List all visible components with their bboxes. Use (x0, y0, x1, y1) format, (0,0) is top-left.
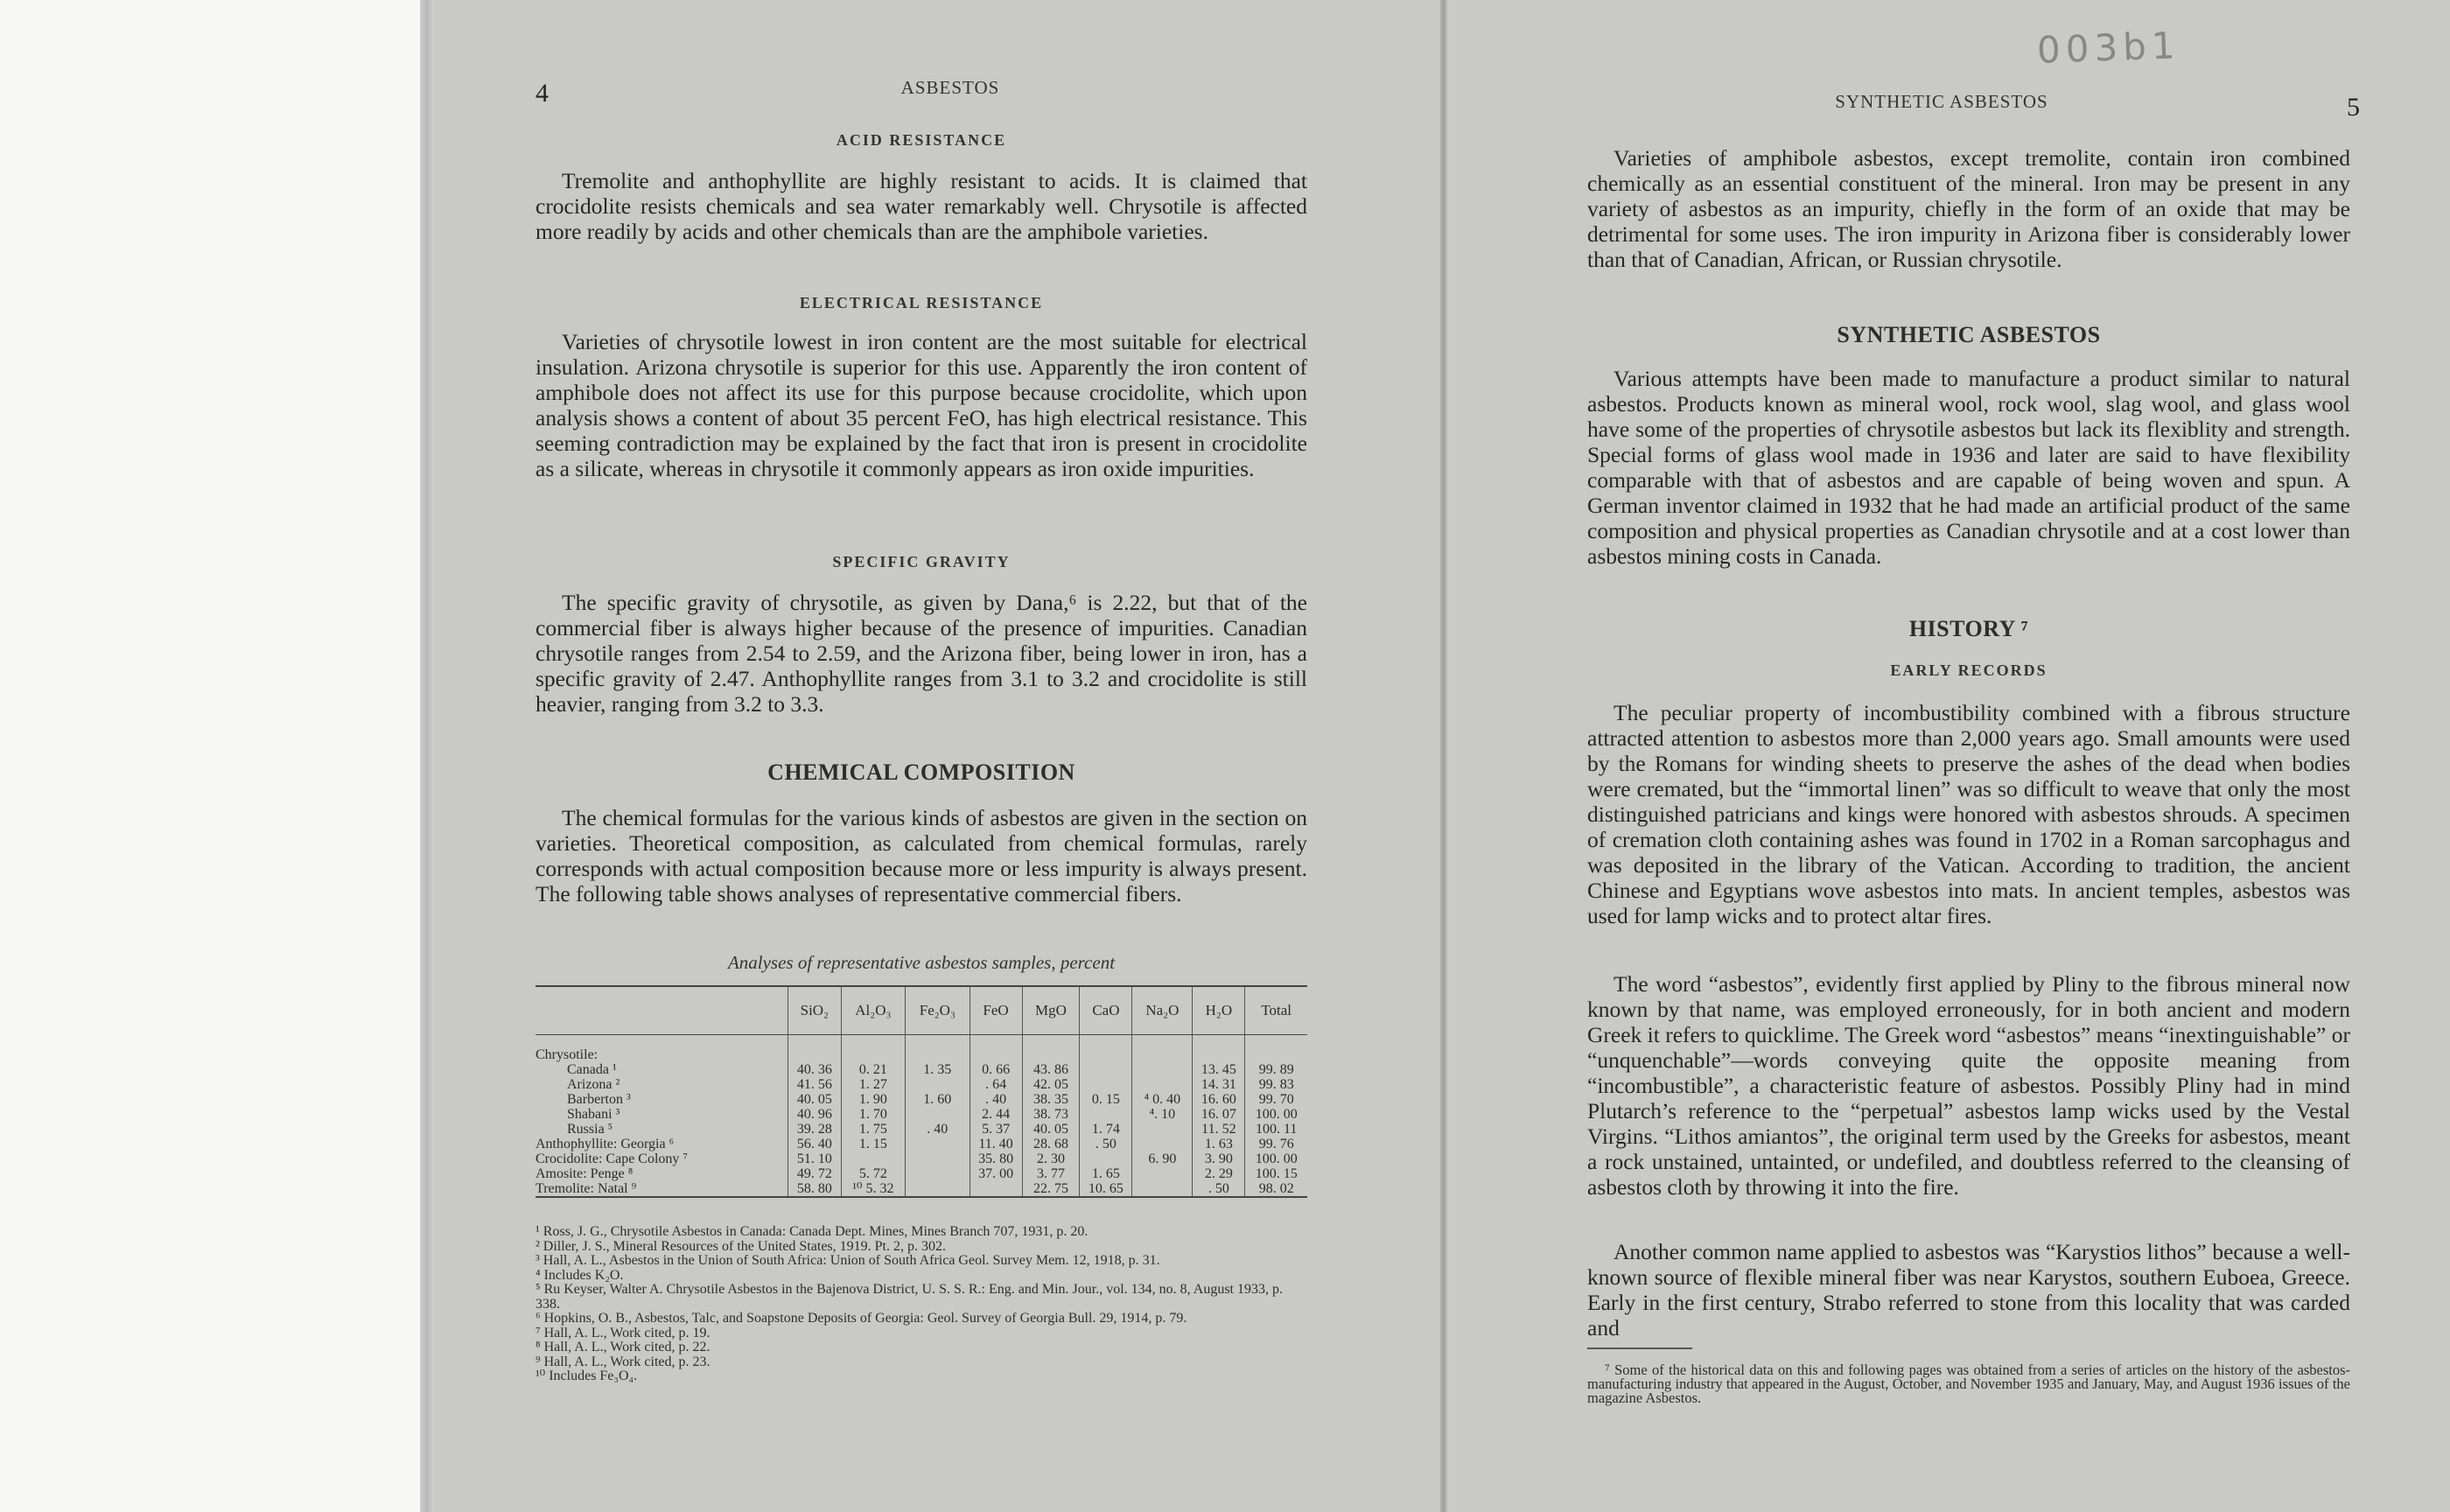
heading-electrical-resistance: ELECTRICAL RESISTANCE (799, 294, 1044, 312)
table-cell: 42. 05 (1022, 1077, 1080, 1092)
table-cell: . 40 (906, 1122, 970, 1137)
table-cell: 28. 68 (1022, 1137, 1080, 1152)
table-cell: 41. 56 (788, 1077, 842, 1092)
table-cell: 1. 90 (841, 1092, 905, 1107)
column-header-mgo: MgO (1022, 986, 1080, 1035)
paragraph-specific-gravity: The specific gravity of chrysotile, as given by Dana,⁶ is 2.22, but that of the commercial fiber is always higher because of the presence of impurities. Canadian chrysotile ranges from 2.54 to 2.59, and the Arizona fiber, being lower in iron, has a specific gravity of 2.47. Anthophyllite ranges from 3.1 to 3.2 and crocidolite is still heavier, ranging from 3.2 to 3.3. (536, 590, 1307, 717)
table-cell (1080, 1152, 1132, 1166)
table-cell (906, 1077, 970, 1092)
right-page (1447, 0, 2450, 1512)
heading-specific-gravity: SPECIFIC GRAVITY (832, 553, 1011, 570)
table-cell: 16. 07 (1193, 1107, 1245, 1122)
sample-name: Tremolite: Natal ⁹ (536, 1181, 788, 1197)
table-cell (1132, 1181, 1193, 1197)
table-cell (1080, 1107, 1132, 1122)
footnote: ⁴ Includes K₂O. (536, 1267, 624, 1283)
table-cell (841, 1152, 905, 1166)
table-cell: 1. 27 (841, 1077, 905, 1092)
footnote: ⁹ Hall, A. L., Work cited, p. 23. (536, 1354, 710, 1369)
paragraph-early-records-2: The word “asbestos”, evidently first applied by Pliny to the fibrous mineral now known by that name, was employed erroneously, for in both ancient and modern Greek it refers to quicklime. The Greek word “asbestos” means “inextinguishable” or “unquenchable”—words conveying quite the opposite meaning from “incombustible”, a characteristic feature of asbestos. Possibly Pliny had in mind Plutarch’s reference to the “perpetual” asbestos lamp wicks used by the Vestal Virgins. “Lithos amiantos”, the original term used by the Greeks for asbestos, meant a rock unstained, untainted, or undefiled, and doubtless referred to the cleansing of asbestos cloth by throwing it into the fire. (1587, 971, 2350, 1200)
table-cell: . 40 (970, 1092, 1022, 1107)
table-cell: 99. 83 (1245, 1077, 1307, 1092)
table-cell: 5. 72 (841, 1166, 905, 1181)
table-cell (906, 1137, 970, 1152)
table-cell: 100. 15 (1245, 1166, 1307, 1181)
table-cell: . 50 (1193, 1181, 1245, 1197)
table-cell: 6. 90 (1132, 1152, 1193, 1166)
table-cell: 35. 80 (970, 1152, 1022, 1166)
table-cell: 58. 80 (788, 1181, 842, 1197)
table-cell: 2. 44 (970, 1107, 1022, 1122)
page-number-right: 5 (2347, 93, 2360, 122)
table-cell: 40. 36 (788, 1062, 842, 1077)
table-cell: 5. 37 (970, 1122, 1022, 1137)
footnote-rule (1587, 1348, 1692, 1349)
table-cell: 38. 35 (1022, 1092, 1080, 1107)
table-cell: 16. 60 (1193, 1092, 1245, 1107)
table-cell: 43. 86 (1022, 1062, 1080, 1077)
table-cell: 99. 76 (1245, 1137, 1307, 1152)
paragraph-iron-content: Varieties of amphibole asbestos, except tremolite, contain iron combined chemically as an essential constituent of the mineral. Iron may be present in any variety of asbestos as an impurity, chiefly in the form of an oxide that may be detrimental for some uses. The iron impurity in Arizona fiber is considerably lower than that of Canadian, African, or Russian chrysotile. (1587, 145, 2350, 272)
table-row (536, 1122, 1307, 1137)
table-cell: 100. 00 (1245, 1152, 1307, 1166)
table-row (536, 1181, 1307, 1197)
footnote: ⁶ Hopkins, O. B., Asbestos, Talc, and Soapstone Deposits of Georgia: Geol. Survey of Georgia Bull. 29, 1914, p. 79. (536, 1311, 1187, 1326)
table-cell: 3. 77 (1022, 1166, 1080, 1181)
footnotes-left (536, 1225, 1307, 1384)
table-cell: 0. 21 (841, 1062, 905, 1077)
footnote: ⁷ Hall, A. L., Work cited, p. 19. (536, 1325, 710, 1340)
sample-name: Canada ¹ (567, 1062, 617, 1077)
group-label-chrysotile: Chrysotile: (536, 1047, 598, 1062)
sample-name: Shabani ³ (567, 1107, 620, 1122)
paragraph-acid-resistance: Tremolite and anthophyllite are highly resistant to acids. It is claimed that crocidolite resists chemicals and sea water remarkably well. Chrysotile is affected more readily by acids and other chemicals than are the amphibole varieties. (536, 168, 1307, 244)
table-cell: 1. 35 (906, 1062, 970, 1077)
table-cell: 1. 63 (1193, 1137, 1245, 1152)
table-cell (906, 1181, 970, 1197)
footnote: ¹ Ross, J. G., Chrysotile Asbestos in Canada: Canada Dept. Mines, Mines Branch 707, 1931, p. 20. (536, 1224, 1088, 1239)
table-cell (1080, 1062, 1132, 1077)
table-cell: ⁴ 0. 40 (1132, 1092, 1193, 1107)
table-cell: 100. 11 (1245, 1122, 1307, 1137)
table-cell: 1. 75 (841, 1122, 905, 1137)
table-cell: 22. 75 (1022, 1181, 1080, 1197)
sample-name: Amosite: Penge ⁸ (536, 1166, 634, 1181)
column-header-h2o: H₂O (1193, 986, 1245, 1035)
table-cell: 98. 02 (1245, 1181, 1307, 1197)
heading-early-records: EARLY RECORDS (1890, 662, 2048, 679)
table-row (536, 1107, 1307, 1122)
table-cell (906, 1152, 970, 1166)
column-header-al2o3: Al₂O₃ (841, 986, 905, 1035)
table-cell (906, 1107, 970, 1122)
table-cell: 37. 00 (970, 1166, 1022, 1181)
left-page (434, 0, 1440, 1512)
table-cell: 0. 15 (1080, 1092, 1132, 1107)
column-header-sample (536, 986, 788, 1035)
table-row (536, 1062, 1307, 1077)
table-row (536, 1152, 1307, 1166)
table-cell: 1. 60 (906, 1092, 970, 1107)
table-cell: 100. 00 (1245, 1107, 1307, 1122)
table-cell (1132, 1122, 1193, 1137)
table-cell: 1. 74 (1080, 1122, 1132, 1137)
footnote: ² Diller, J. S., Mineral Resources of the United States, 1919. Pt. 2, p. 302. (536, 1238, 946, 1254)
table-row (536, 1092, 1307, 1107)
column-header-cao: CaO (1080, 986, 1132, 1035)
sample-name: Crocidolite: Cape Colony ⁷ (536, 1152, 688, 1166)
table-cell (1132, 1077, 1193, 1092)
running-head-right: SYNTHETIC ASBESTOS (1835, 91, 2048, 112)
table-cell (1132, 1137, 1193, 1152)
table-cell: 2. 30 (1022, 1152, 1080, 1166)
table-cell: 39. 28 (788, 1122, 842, 1137)
table-cell: 0. 66 (970, 1062, 1022, 1077)
table-cell (1132, 1166, 1193, 1181)
paragraph-chemical-composition: The chemical formulas for the various kinds of asbestos are given in the section on varieties. Theoretical composition, as calculated from chemical formulas, rarely corresponds with actual composition because more or less impurity is always present. The following table shows analyses of representative commercial fibers. (536, 805, 1307, 906)
table-cell (906, 1166, 970, 1181)
paragraph-early-records-3: Another common name applied to asbestos was “Karystios lithos” because a well-known source of flexible mineral fiber was near Karystos, southern Euboea, Greece. Early in the first century, Strabo referred to stone from this locality that was carded and (1587, 1239, 2350, 1340)
table-cell: . 50 (1080, 1137, 1132, 1152)
table-cell: 49. 72 (788, 1166, 842, 1181)
footnote: ⁸ Hall, A. L., Work cited, p. 22. (536, 1340, 710, 1354)
table-cell: 11. 40 (970, 1137, 1022, 1152)
sample-name: Barberton ³ (567, 1092, 631, 1107)
paragraph-synthetic-asbestos: Various attempts have been made to manufacture a product similar to natural asbestos. Products known as mineral wool, rock wool, slag wool, and glass wool have some of the properties of chrysotile asbestos but lack its flexiblity and strength. Special forms of glass wool made in 1936 and later are said to have flexibility comparable with that of asbestos and are capable of being woven and spun. A German inventor claimed in 1932 that he had made an artificial product of the same composition and physical properties as Canadian chrysotile and at a cost lower than asbestos mining costs in Canada. (1587, 366, 2350, 569)
heading-chemical-composition: CHEMICAL COMPOSITION (767, 760, 1075, 785)
running-head-left: ASBESTOS (900, 77, 1000, 98)
archive-stamp: 003b1 (2036, 24, 2181, 72)
table-cell (1132, 1062, 1193, 1077)
page-seam (1440, 0, 1447, 1512)
table-cell: 1. 15 (841, 1137, 905, 1152)
table-cell (1080, 1077, 1132, 1092)
table-cell: 99. 89 (1245, 1062, 1307, 1077)
table-cell: 10. 65 (1080, 1181, 1132, 1197)
footnote: ³ Hall, A. L., Asbestos in the Union of South Africa: Union of South Africa Geol. Survey Mem. 12, 1918, p. 31. (536, 1253, 1160, 1268)
book-edge (420, 0, 434, 1512)
table-spacer-row (536, 1035, 1307, 1048)
table-header-row (536, 986, 1307, 1035)
table-cell: 40. 05 (1022, 1122, 1080, 1137)
sample-name: Anthophyllite: Georgia ⁶ (536, 1137, 675, 1152)
footnote: ⁵ Ru Keyser, Walter A. Chrysotile Asbestos in the Bajenova District, U. S. S. R.: Eng. and Min. Jour., vol. 134, no. 8, August 1933, p. 338. (536, 1282, 1283, 1312)
table-cell: 1. 65 (1080, 1166, 1132, 1181)
footnote-history: ⁷ Some of the historical data on this and following pages was obtained from a series of articles on the history of the asbestos-manufacturing industry that appeared in the August, October, and November 1935 and January, May, and August 1936 issues of the magazine Asbestos. (1587, 1362, 2350, 1406)
column-header-na2o: Na₂O (1132, 986, 1193, 1035)
column-header-total: Total (1245, 986, 1307, 1035)
table-cell: 14. 31 (1193, 1077, 1245, 1092)
table-cell: 38. 73 (1022, 1107, 1080, 1122)
paragraph-early-records-1: The peculiar property of incombustibility combined with a fibrous structure attracted attention to asbestos more than 2,000 years ago. Small amounts were used by the Romans for winding sheets to preserve the ashes of the dead when bodies were cremated, but the “immortal linen” was so difficult to weave that only the most distinguished patricians and kings were honored with asbestos shrouds. A specimen of cremation cloth containing ashes was found in 1702 in a Roman sarcophagus and was deposited in the library of the Vatican. According to tradition, the ancient Chinese and Egyptians wove asbestos into mats. In ancient temples, asbestos was used for lamp wicks and to protect altar fires. (1587, 700, 2350, 928)
table-cell (970, 1181, 1022, 1197)
table-cell: 51. 10 (788, 1152, 842, 1166)
table-caption: Analyses of representative asbestos samples, percent (727, 952, 1116, 973)
table-cell: 1. 70 (841, 1107, 905, 1122)
column-header-sio2: SiO₂ (788, 986, 842, 1035)
column-header-fe2o3: Fe₂O₃ (906, 986, 970, 1035)
table-cell: 11. 52 (1193, 1122, 1245, 1137)
table-cell: 13. 45 (1193, 1062, 1245, 1077)
table-cell: 40. 96 (788, 1107, 842, 1122)
table-cell: 2. 29 (1193, 1166, 1245, 1181)
table-row (536, 1137, 1307, 1152)
table-group-row (536, 1047, 1307, 1062)
footnote: ¹⁰ Includes Fe₃O₄. (536, 1368, 638, 1383)
table-cell: . 64 (970, 1077, 1022, 1092)
table-cell: ¹⁰ 5. 32 (841, 1181, 905, 1197)
sample-name: Russia ⁵ (567, 1122, 613, 1137)
sample-name: Arizona ² (567, 1077, 620, 1092)
table-cell: 56. 40 (788, 1137, 842, 1152)
heading-history: HISTORY ⁷ (1908, 616, 2029, 641)
heading-synthetic-asbestos: SYNTHETIC ASBESTOS (1837, 322, 2101, 347)
page-number-left: 4 (536, 79, 549, 108)
table-cell: ⁴. 10 (1132, 1107, 1193, 1122)
blank-backing-page (0, 0, 420, 1512)
heading-acid-resistance: ACID RESISTANCE (836, 131, 1007, 149)
table-cell: 40. 05 (788, 1092, 842, 1107)
paragraph-electrical-resistance: Varieties of chrysotile lowest in iron content are the most suitable for electrical insulation. Arizona chrysotile is superior for this use. Apparently the iron content of amphibole does not affect its use for this purpose because crocidolite, which upon analysis shows a content of about 35 percent FeO, has high electrical resistance. This seeming contradiction may be explained by the fact that iron is present in crocidolite as a silicate, whereas in chrysotile it commonly appears as iron oxide impurities. (536, 329, 1307, 481)
column-header-feo: FeO (970, 986, 1022, 1035)
table-row (536, 1166, 1307, 1181)
table-cell: 99. 70 (1245, 1092, 1307, 1107)
table-row (536, 1077, 1307, 1092)
analyses-table (536, 985, 1307, 1198)
table-cell: 3. 90 (1193, 1152, 1245, 1166)
